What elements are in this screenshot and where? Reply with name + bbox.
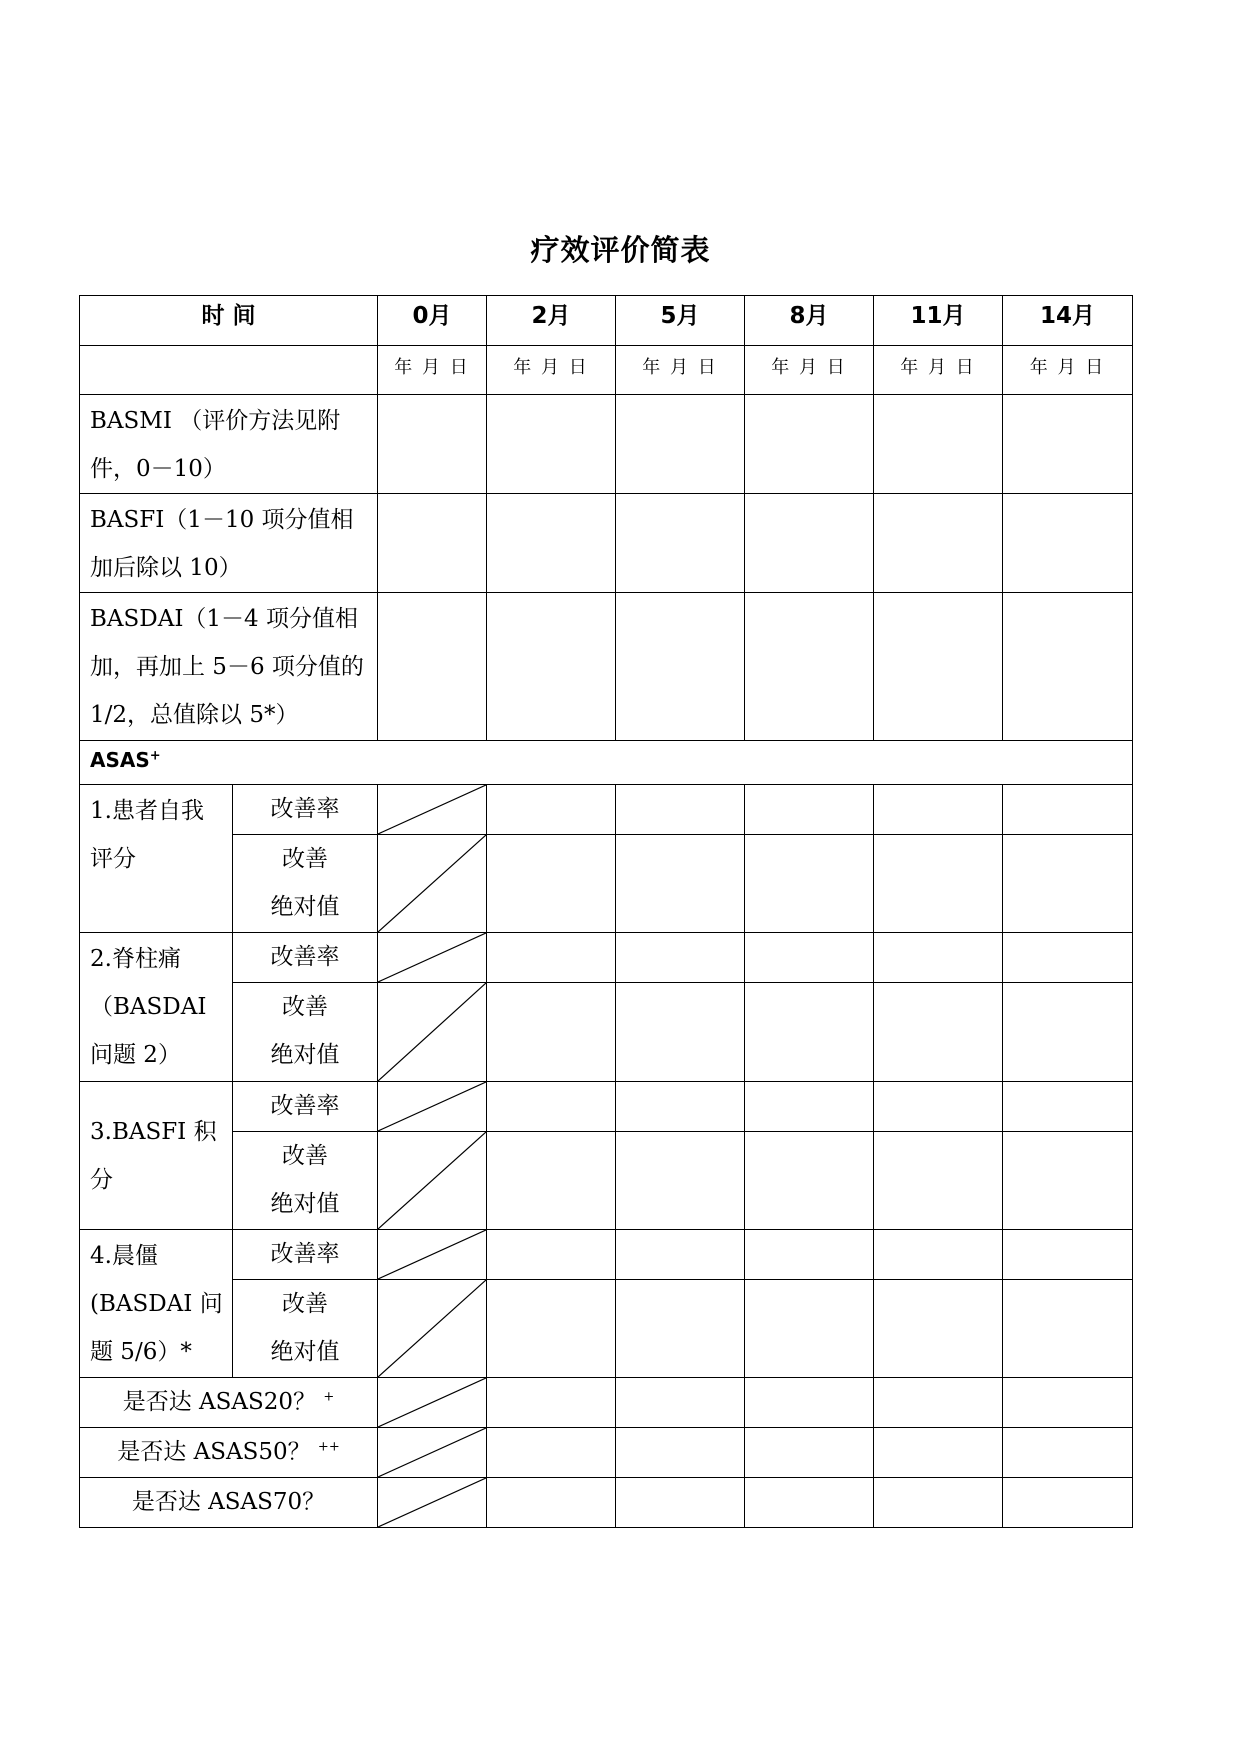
value-cell[interactable] bbox=[1003, 1428, 1133, 1478]
value-cell[interactable] bbox=[1003, 785, 1133, 835]
value-cell[interactable] bbox=[874, 983, 1003, 1082]
value-cell[interactable] bbox=[745, 785, 874, 835]
asas-section-header bbox=[80, 741, 1133, 785]
value-cell[interactable] bbox=[874, 1230, 1003, 1280]
improvement-abs-label bbox=[233, 1132, 378, 1230]
asas70-question bbox=[80, 1478, 378, 1528]
month-header: 0月 bbox=[378, 296, 487, 346]
month-header: 11月 bbox=[874, 296, 1003, 346]
value-cell[interactable] bbox=[616, 1478, 745, 1528]
value-cell[interactable] bbox=[745, 1230, 874, 1280]
evaluation-table bbox=[79, 295, 1133, 1528]
value-cell[interactable] bbox=[616, 835, 745, 933]
value-cell[interactable] bbox=[378, 494, 487, 593]
document-title: 疗效评价简表 bbox=[530, 233, 711, 267]
value-cell[interactable] bbox=[745, 983, 874, 1082]
value-cell[interactable] bbox=[378, 395, 487, 494]
asas70-label: 是否达 ASAS70？ bbox=[131, 1489, 326, 1515]
crossed-out-cell bbox=[378, 1230, 487, 1280]
value-cell[interactable] bbox=[1003, 983, 1133, 1082]
basdai-label: BASDAI（1－4 项分值相加，再加上 5－6 项分值的 1/2，总值除以 5*） bbox=[80, 593, 378, 741]
value-cell[interactable] bbox=[745, 1280, 874, 1378]
value-cell[interactable] bbox=[1003, 933, 1133, 983]
value-cell[interactable] bbox=[745, 835, 874, 933]
crossed-out-cell bbox=[378, 933, 487, 983]
value-cell[interactable] bbox=[616, 1082, 745, 1132]
value-cell[interactable] bbox=[616, 1230, 745, 1280]
improvement-abs-line2: 绝对值 bbox=[270, 894, 340, 920]
improvement-rate-label: 改善率 bbox=[233, 1230, 378, 1280]
basfi-label: BASFI（1－10 项分值相加后除以 10） bbox=[80, 494, 378, 593]
value-cell[interactable] bbox=[1003, 1378, 1133, 1428]
value-cell[interactable] bbox=[874, 835, 1003, 933]
month-header: 2月 bbox=[487, 296, 616, 346]
value-cell[interactable] bbox=[874, 494, 1003, 593]
value-cell[interactable] bbox=[1003, 1280, 1133, 1378]
value-cell[interactable] bbox=[745, 1378, 874, 1428]
asas-item-label: 1.患者自我评分 bbox=[80, 785, 233, 933]
improvement-abs-line1: 改善 bbox=[282, 1143, 328, 1169]
value-cell[interactable] bbox=[1003, 494, 1133, 593]
value-cell[interactable] bbox=[874, 1428, 1003, 1478]
improvement-rate-label: 改善率 bbox=[233, 933, 378, 983]
asas20-label: 是否达 ASAS20？ bbox=[122, 1389, 317, 1415]
value-cell[interactable] bbox=[616, 395, 745, 494]
value-cell[interactable] bbox=[874, 395, 1003, 494]
value-cell[interactable] bbox=[745, 1428, 874, 1478]
improvement-rate-label: 改善率 bbox=[233, 785, 378, 835]
value-cell[interactable] bbox=[874, 1478, 1003, 1528]
value-cell[interactable] bbox=[874, 1280, 1003, 1378]
value-cell[interactable] bbox=[874, 933, 1003, 983]
asas-item-label: 4.晨僵(BASDAI 问题 5/6）* bbox=[80, 1230, 233, 1378]
asas20-question bbox=[80, 1378, 378, 1428]
asas-label: ASAS bbox=[90, 748, 150, 772]
improvement-abs-label bbox=[233, 835, 378, 933]
crossed-out-cell bbox=[378, 1478, 487, 1528]
improvement-rate-label: 改善率 bbox=[233, 1082, 378, 1132]
value-cell[interactable] bbox=[616, 1378, 745, 1428]
month-header: 14月 bbox=[1003, 296, 1133, 346]
value-cell[interactable] bbox=[487, 1132, 616, 1230]
date-field[interactable]: 年 月 日 bbox=[1003, 346, 1133, 395]
crossed-out-cell bbox=[378, 785, 487, 835]
value-cell[interactable] bbox=[616, 785, 745, 835]
value-cell[interactable] bbox=[745, 494, 874, 593]
asas50-question bbox=[80, 1428, 378, 1478]
month-header: 5月 bbox=[616, 296, 745, 346]
date-field[interactable]: 年 月 日 bbox=[874, 346, 1003, 395]
value-cell[interactable] bbox=[616, 593, 745, 741]
crossed-out-cell bbox=[378, 835, 487, 933]
value-cell[interactable] bbox=[1003, 1132, 1133, 1230]
date-field[interactable]: 年 月 日 bbox=[487, 346, 616, 395]
date-field[interactable]: 年 月 日 bbox=[616, 346, 745, 395]
asas50-label: 是否达 ASAS50？ bbox=[117, 1439, 311, 1465]
value-cell[interactable] bbox=[378, 593, 487, 741]
value-cell[interactable] bbox=[745, 1132, 874, 1230]
value-cell[interactable] bbox=[1003, 395, 1133, 494]
value-cell[interactable] bbox=[487, 494, 616, 593]
value-cell[interactable] bbox=[487, 983, 616, 1082]
improvement-abs-line2: 绝对值 bbox=[270, 1042, 340, 1068]
value-cell[interactable] bbox=[1003, 1478, 1133, 1528]
value-cell[interactable] bbox=[745, 593, 874, 741]
asas-item-label: 3.BASFI 积分 bbox=[80, 1082, 233, 1230]
value-cell[interactable] bbox=[745, 1082, 874, 1132]
crossed-out-cell bbox=[378, 1428, 487, 1478]
value-cell[interactable] bbox=[1003, 593, 1133, 741]
value-cell[interactable] bbox=[487, 1378, 616, 1428]
value-cell[interactable] bbox=[616, 1428, 745, 1478]
value-cell[interactable] bbox=[874, 1082, 1003, 1132]
crossed-out-cell bbox=[378, 1378, 487, 1428]
value-cell[interactable] bbox=[745, 933, 874, 983]
value-cell[interactable] bbox=[1003, 1082, 1133, 1132]
crossed-out-cell bbox=[378, 1280, 487, 1378]
value-cell[interactable] bbox=[1003, 1230, 1133, 1280]
improvement-abs-line1: 改善 bbox=[282, 994, 328, 1020]
improvement-abs-line1: 改善 bbox=[282, 846, 328, 872]
improvement-abs-line1: 改善 bbox=[282, 1291, 328, 1317]
asas50-superscript: ++ bbox=[317, 1439, 340, 1455]
value-cell[interactable] bbox=[874, 1132, 1003, 1230]
value-cell[interactable] bbox=[487, 1478, 616, 1528]
value-cell[interactable] bbox=[487, 1230, 616, 1280]
crossed-out-cell bbox=[378, 1082, 487, 1132]
asas20-superscript: + bbox=[323, 1389, 335, 1405]
improvement-abs-label bbox=[233, 983, 378, 1082]
value-cell[interactable] bbox=[616, 983, 745, 1082]
asas-item-label: 2.脊柱痛（BASDAI 问题 2） bbox=[80, 933, 233, 1082]
value-cell[interactable] bbox=[745, 395, 874, 494]
value-cell[interactable] bbox=[616, 933, 745, 983]
asas-superscript: + bbox=[149, 748, 161, 764]
date-field[interactable]: 年 月 日 bbox=[378, 346, 487, 395]
value-cell[interactable] bbox=[874, 593, 1003, 741]
value-cell[interactable] bbox=[487, 835, 616, 933]
value-cell[interactable] bbox=[487, 1082, 616, 1132]
date-field[interactable]: 年 月 日 bbox=[745, 346, 874, 395]
value-cell[interactable] bbox=[487, 593, 616, 741]
crossed-out-cell bbox=[378, 1132, 487, 1230]
month-header: 8月 bbox=[745, 296, 874, 346]
crossed-out-cell bbox=[378, 983, 487, 1082]
value-cell[interactable] bbox=[616, 1280, 745, 1378]
value-cell[interactable] bbox=[616, 494, 745, 593]
time-header: 时 间 bbox=[80, 296, 378, 346]
improvement-abs-line2: 绝对值 bbox=[270, 1191, 340, 1217]
value-cell[interactable] bbox=[487, 933, 616, 983]
value-cell[interactable] bbox=[487, 1280, 616, 1378]
value-cell[interactable] bbox=[874, 1378, 1003, 1428]
value-cell[interactable] bbox=[487, 1428, 616, 1478]
basmi-label: BASMI （评价方法见附件，0－10） bbox=[80, 395, 378, 494]
value-cell[interactable] bbox=[874, 785, 1003, 835]
value-cell[interactable] bbox=[616, 1132, 745, 1230]
value-cell[interactable] bbox=[487, 785, 616, 835]
improvement-abs-line2: 绝对值 bbox=[270, 1339, 340, 1365]
blank-cell bbox=[80, 346, 378, 395]
value-cell[interactable] bbox=[745, 1478, 874, 1528]
improvement-abs-label bbox=[233, 1280, 378, 1378]
value-cell[interactable] bbox=[1003, 835, 1133, 933]
value-cell[interactable] bbox=[487, 395, 616, 494]
